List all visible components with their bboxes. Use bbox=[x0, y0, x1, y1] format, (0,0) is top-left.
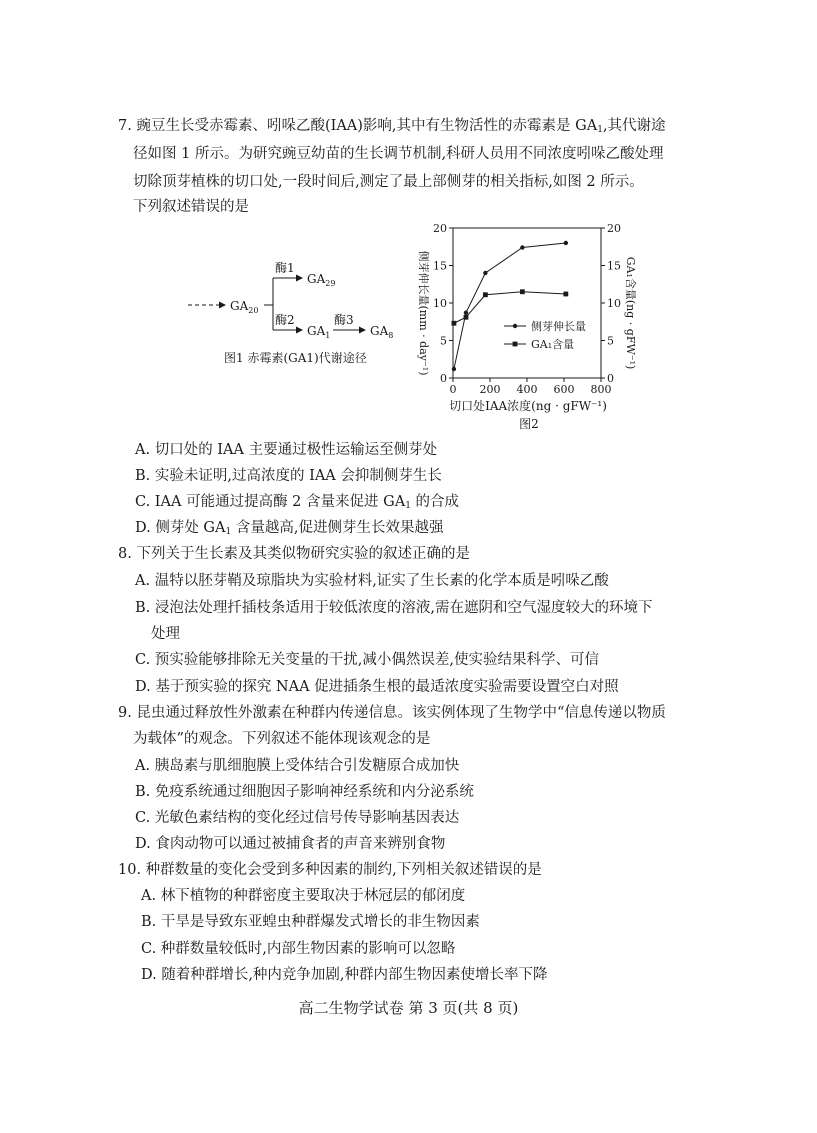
q7-option-b: B. 实验未证明,过高浓度的 IAA 会抑制侧芽生长 bbox=[135, 468, 442, 484]
y-left-tick-label: 0 bbox=[440, 372, 447, 385]
q10-option-a: A. 林下植物的种群密度主要取决于林冠层的郁闭度 bbox=[141, 888, 466, 904]
chart-y-left-label: 侧芽伸长量(mm · day⁻¹) bbox=[417, 250, 430, 376]
q7-stem-line4: 下列叙述错误的是 bbox=[133, 199, 249, 215]
legend-marker-square bbox=[513, 342, 518, 347]
data-point-square bbox=[520, 289, 525, 294]
x-tick-label: 200 bbox=[479, 383, 501, 396]
data-point-circle bbox=[464, 311, 468, 315]
data-point-circle bbox=[520, 245, 524, 249]
q10-stem: 10. 种群数量的变化会受到多种因素的制约,下列相关叙述错误的是 bbox=[118, 862, 542, 878]
y-left-tick-label: 20 bbox=[433, 222, 447, 235]
data-point-square bbox=[464, 315, 469, 320]
q9-option-d: D. 食肉动物可以通过被捕食者的声音来辨别食物 bbox=[135, 836, 446, 852]
y-left-tick-label: 10 bbox=[433, 297, 447, 310]
x-tick-label: 0 bbox=[449, 383, 457, 396]
chart-legend bbox=[504, 319, 586, 351]
q9-option-a: A. 胰岛素与肌细胞膜上受体结合引发糖原合成加快 bbox=[135, 758, 460, 774]
figure-1-caption: 图1 赤霉素(GA1)代谢途径 bbox=[224, 351, 367, 365]
figure-2-chart bbox=[405, 218, 650, 436]
x-tick-label: 600 bbox=[553, 383, 575, 396]
y-right-tick-label: 15 bbox=[607, 259, 621, 273]
chart-y-right-label: GA₁含量(ng · gFW⁻¹) bbox=[624, 256, 637, 370]
q8-option-c: C. 预实验能够排除无关变量的干扰,减小偶然误差,使实验结果科学、可信 bbox=[135, 652, 600, 668]
legend-marker-circle bbox=[513, 324, 517, 328]
data-point-square bbox=[563, 292, 568, 297]
y-left-tick-label: 5 bbox=[440, 334, 447, 348]
q8-option-b-line1: B. 浸泡法处理扦插枝条适用于较低浓度的溶液,需在遮阴和空气湿度较大的环境下 bbox=[135, 600, 653, 616]
y-right-tick-label: 0 bbox=[607, 372, 614, 385]
ga8-label: $GA_8$ bbox=[370, 324, 394, 340]
data-point-square bbox=[483, 292, 488, 297]
data-point-circle bbox=[483, 271, 487, 275]
y-right-tick-label: 5 bbox=[607, 334, 614, 348]
page-footer: 高二生物学试卷 第 3 页(共 8 页) bbox=[298, 999, 519, 1017]
q7-option-d: D. 侧芽处 $GA_1$ 含量越高,促进侧芽生长效果越强 bbox=[135, 520, 444, 537]
q9-option-b: B. 免疫系统通过细胞因子影响神经系统和内分泌系统 bbox=[135, 784, 474, 800]
ga20-label: $GA_{20}$ bbox=[230, 299, 259, 315]
data-point-circle bbox=[452, 367, 456, 371]
q10-option-b: B. 干旱是导致东亚蝗虫种群爆发式增长的非生物因素 bbox=[141, 914, 480, 930]
q8-option-d: D. 基于预实验的探究 NAA 促进插条生根的最适浓度实验需要设置空白对照 bbox=[135, 679, 619, 695]
q7-option-a: A. 切口处的 IAA 主要通过极性运输运至侧芽处 bbox=[135, 442, 438, 458]
x-tick-label: 800 bbox=[590, 383, 612, 396]
enzyme1-label: 酶1 bbox=[275, 261, 295, 275]
figure-1-pathway bbox=[180, 250, 420, 375]
data-point-square bbox=[452, 321, 457, 326]
q8-option-a: A. 温特以胚芽鞘及琼脂块为实验材料,证实了生长素的化学本质是吲哚乙酸 bbox=[135, 573, 609, 589]
enzyme2-label: 酶2 bbox=[275, 313, 295, 327]
x-tick-label: 400 bbox=[516, 383, 538, 396]
chart-caption: 图2 bbox=[519, 417, 539, 431]
data-point-circle bbox=[564, 241, 568, 245]
legend-label-2: GA₁含量 bbox=[531, 338, 575, 351]
y-left-tick-label: 15 bbox=[433, 259, 447, 273]
q7-stem-line2: 径如图 1 所示。为研究豌豆幼苗的生长调节机制,科研人员用不同浓度吲哚乙酸处理 bbox=[133, 146, 664, 162]
q8-option-b-line2: 处理 bbox=[151, 626, 180, 642]
q7-stem-line3: 切除顶芽植株的切口处,一段时间后,测定了最上部侧芽的相关指标,如图 2 所示。 bbox=[133, 174, 644, 190]
y-right-tick-label: 10 bbox=[607, 297, 621, 310]
chart-plot-frame bbox=[453, 228, 601, 378]
enzyme3-label: 酶3 bbox=[334, 313, 354, 327]
y-right-tick-label: 20 bbox=[607, 222, 621, 235]
q9-option-c: C. 光敏色素结构的变化经过信号传导影响基因表达 bbox=[135, 810, 460, 826]
ga1-label: $GA_1$ bbox=[307, 324, 331, 340]
series-line-2 bbox=[454, 292, 566, 324]
q10-option-c: C. 种群数量较低时,内部生物因素的影响可以忽略 bbox=[141, 941, 456, 957]
q8-stem: 8. 下列关于生长素及其类似物研究实验的叙述正确的是 bbox=[118, 546, 470, 562]
chart-x-label: 切口处IAA浓度(ng · gFW⁻¹) bbox=[449, 399, 607, 413]
q9-stem-line1: 9. 昆虫通过释放性外激素在种群内传递信息。该实例体现了生物学中“信息传递以物质 bbox=[118, 705, 666, 721]
q7-stem-line1: 7. 豌豆生长受赤霉素、吲哚乙酸(IAA)影响,其中有生物活性的赤霉素是 $GA_1$,其代谢途 bbox=[118, 118, 666, 135]
q10-option-d: D. 随着种群增长,种内竞争加剧,种群内部生物因素使增长率下降 bbox=[141, 967, 548, 983]
legend-label-1: 侧芽伸长量 bbox=[531, 320, 586, 333]
q7-option-c: C. IAA 可能通过提高酶 2 含量来促进 $GA_1$ 的合成 bbox=[135, 494, 460, 511]
ga29-label: $GA_{29}$ bbox=[307, 272, 336, 288]
q9-stem-line2: 为载体”的观念。下列叙述不能体现该观念的是 bbox=[133, 731, 431, 747]
